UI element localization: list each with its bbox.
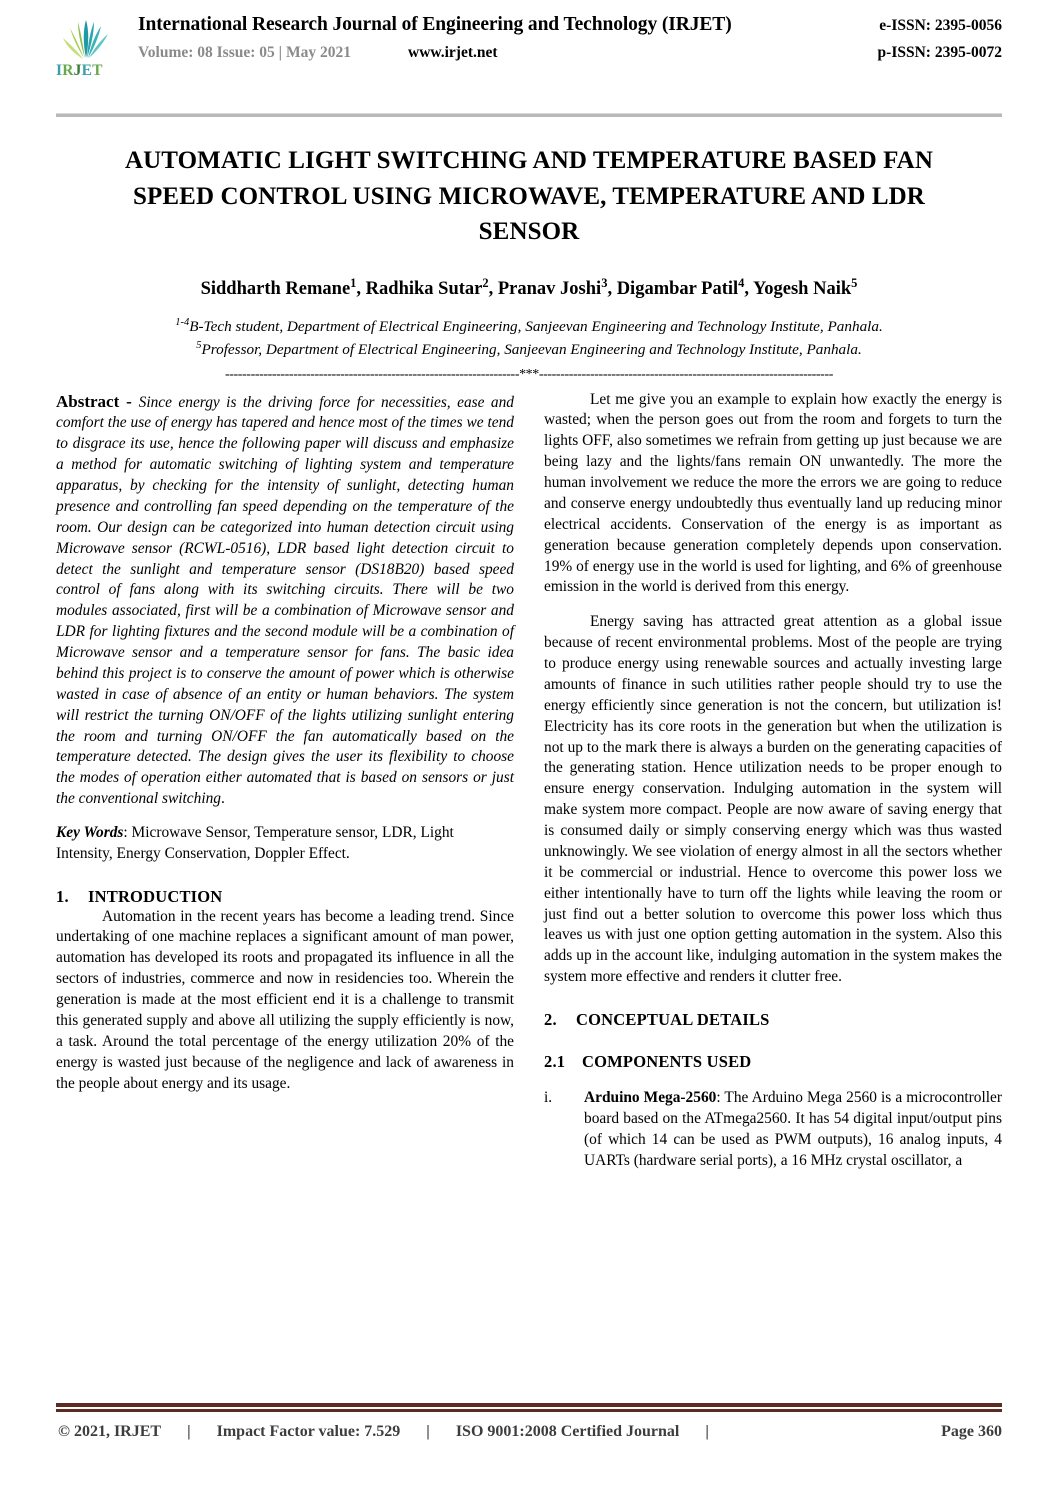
irjet-logo-text: I R J E T	[56, 62, 103, 79]
header-divider	[56, 113, 1002, 117]
list-item-body	[584, 1088, 1002, 1172]
leaf-logo-icon	[56, 16, 120, 62]
heading-conceptual-title: CONCEPTUAL DETAILS	[576, 1010, 770, 1029]
list-item-term: Arduino Mega-2560	[584, 1089, 717, 1106]
irjet-logo	[56, 16, 128, 79]
footer-text	[56, 1423, 1002, 1441]
heading-introduction-num: 1.	[56, 886, 69, 906]
volume-issue: Volume: 08 Issue: 05 | May 2021	[138, 44, 351, 61]
introduction-paragraph-1: Automation in the recent years has become a leading trend. Since undertaking of one machine replaces a significant amount of man power, automation has developed its roots and propagated its influence in all the sectors of industries, commerce and now in residencies too. Wherein the generation is made at the most efficient end it is a challenge to transmit this generated supply and above all utilizing the supply efficiently is now, a task. Around the total percentage of the energy utilization 20% of the energy is wasted just because of the negligence and lack of awareness in the people about energy and its usage.	[56, 907, 514, 1092]
abstract-paragraph	[56, 390, 514, 811]
list-item	[544, 1088, 1002, 1172]
footer-separator-2: |	[426, 1423, 430, 1440]
affiliation-2: $^5$Professor, Department of Electrical Engineering, Sanjeevan Engineering and Technology Institute, Panhala.	[196, 340, 862, 359]
masthead-text	[128, 14, 1002, 62]
footer-certification: ISO 9001:2008 Certified Journal	[455, 1423, 680, 1440]
keywords-value: Microwave Sensor, Temperature sensor, LDR, Light Intensity, Energy Conservation, Doppler Effect.	[56, 824, 454, 862]
right-column	[544, 390, 1002, 1172]
journal-title: International Research Journal of Engineering and Technology (IRJET)	[138, 14, 732, 35]
author-list: Siddharth Remane$^1$, Radhika Sutar$^2$, Pranav Joshi$^3$, Digambar Patil$^4$, Yogesh Naik$^5$	[200, 275, 858, 299]
keywords-separator: :	[123, 824, 132, 841]
footer-separator-1: |	[187, 1423, 191, 1440]
keywords-line	[56, 823, 514, 865]
footer-copyright: © 2021, IRJET	[58, 1423, 162, 1440]
affiliation-1: $^{1-4}$B-Tech student, Department of Electrical Engineering, Sanjeevan Engineering and Technology Institute, Panhala.	[175, 316, 883, 335]
two-column-body	[56, 390, 1002, 1172]
heading-conceptual-details	[544, 1010, 1002, 1030]
heading-components-used	[544, 1052, 1002, 1072]
heading-components-num: 2.1	[544, 1052, 566, 1071]
e-issn: e-ISSN: 2395-0056	[879, 17, 1002, 34]
heading-conceptual-num: 2.	[544, 1010, 557, 1029]
list-item-text: : The Arduino Mega 2560 is a microcontroller board based on the ATmega2560. It has 54 digital input/output pins (of which 14 can be used as PWM outputs), 16 analog inputs, 4 UARTs (hardware serial ports), a 16 MHz crystal oscillator, a	[584, 1089, 1002, 1169]
list-item-marker: i.	[544, 1089, 553, 1106]
left-column	[56, 390, 514, 1172]
heading-introduction-title: INTRODUCTION	[88, 886, 223, 906]
p-issn: p-ISSN: 2395-0072	[877, 44, 1002, 61]
heading-components-title: COMPONENTS USED	[582, 1052, 752, 1071]
page-title: AUTOMATIC LIGHT SWITCHING AND TEMPERATURE BASED FAN SPEED CONTROL USING MICROWAVE, TEMPERATURE AND LDR SENSOR	[124, 147, 933, 245]
journal-website[interactable]: www.irjet.net	[408, 44, 498, 61]
section-divider-text: ---------------------------------------------------------------------***---------------------------------------------------------------------	[225, 366, 833, 382]
footer-impact-factor: Impact Factor value: 7.529	[216, 1423, 401, 1440]
footer-page-number: Page 360	[941, 1423, 1002, 1440]
footer-separator-3: |	[705, 1423, 709, 1440]
keywords-label: Key Words	[56, 824, 124, 841]
abstract-text: Since energy is the driving force for necessities, ease and comfort the use of energy has tapered and hence most of the times we tend to disgrace its use, hence the following paper will discuss and emphasize a method for automatic switching of lighting system and temperature apparatus, by checking for the intensity of sunlight, detecting human presence and controlling fan speed depending on the temperature of the room. Our design can be categorized into human detection circuit using Microwave sensor (RCWL-0516), LDR based light detection circuit to detect the sunlight and temperature sensor (DS18B20) based speed control of fans along with its switching circuits. There will be two modules associated, first will be a combination of Microwave sensor and LDR for lighting fixtures and the second module will be a combination of Microwave sensor and a temperature sensor for fans. The basic idea behind this project is to conserve the amount of power which is otherwise wasted in case of absence of an entity or human behaviors. The system will restrict the turning ON/OFF of the lights utilizing sunlight entering the room and turning ON/OFF the fan automatically based on the temperature detected. The design gives the user its flexibility to choose the modes of operation either automated that is based on sensors or just the conventional switching	[56, 393, 514, 808]
right-paragraph-2: Energy saving has attracted great attention as a global issue because of recent environmental problems. Most of the people are trying to produce energy using renewable sources and actually investing large amounts of finance in such utilities rather people should try to use the energy efficiently since generation is not the concern, but utilization is! Electricity has its core roots in the generation but when the utilization is not up to the mark there is always a burden on the generating capacities of the generating station. Hence utilization needs to be proper enough to ensure energy conservation. Indulging automation in the system will make system more compact. People are now aware of saving energy that is consumed daily or simply conserving energy which was thus wasted unknowingly. We see violation of energy almost in all the sectors whether it be commercial or industrial. Hence to overcome this power loss we either intentionally have to turn off the lights while leaving the room or just find out a better solution to overcome this power loss which thus leaves us with just one option getting automation in the system. Also this adds up in the account like, indulging automation in the system makes the system more effective and renders it clutter free.	[544, 613, 1002, 986]
heading-introduction	[56, 887, 514, 907]
abstract-period: .	[221, 790, 225, 808]
masthead	[56, 0, 1002, 104]
footer-rule-bottom	[56, 1409, 1002, 1412]
abstract-label: Abstract -	[56, 391, 139, 411]
right-paragraph-1: Let me give you an example to explain how exactly the energy is wasted; when the person goes out from the room and forgets to turn the lights OFF, also sometimes we refrain from getting up just because we are being lazy and the lights/fans remain ON unwantedly. The more the human involvement we reduce the more the errors we are going to reduce and conserve energy undoubtedly thus eventually land up reducing minor electrical accidents. Conservation of the energy is as important as generation because generation completely depends upon conservation. 19% of energy use in the world is used for lighting, and 6% of greenhouse emission in the world is derived from this energy.	[544, 390, 1002, 596]
page-footer	[56, 1403, 1002, 1441]
section-divider	[56, 366, 1002, 384]
